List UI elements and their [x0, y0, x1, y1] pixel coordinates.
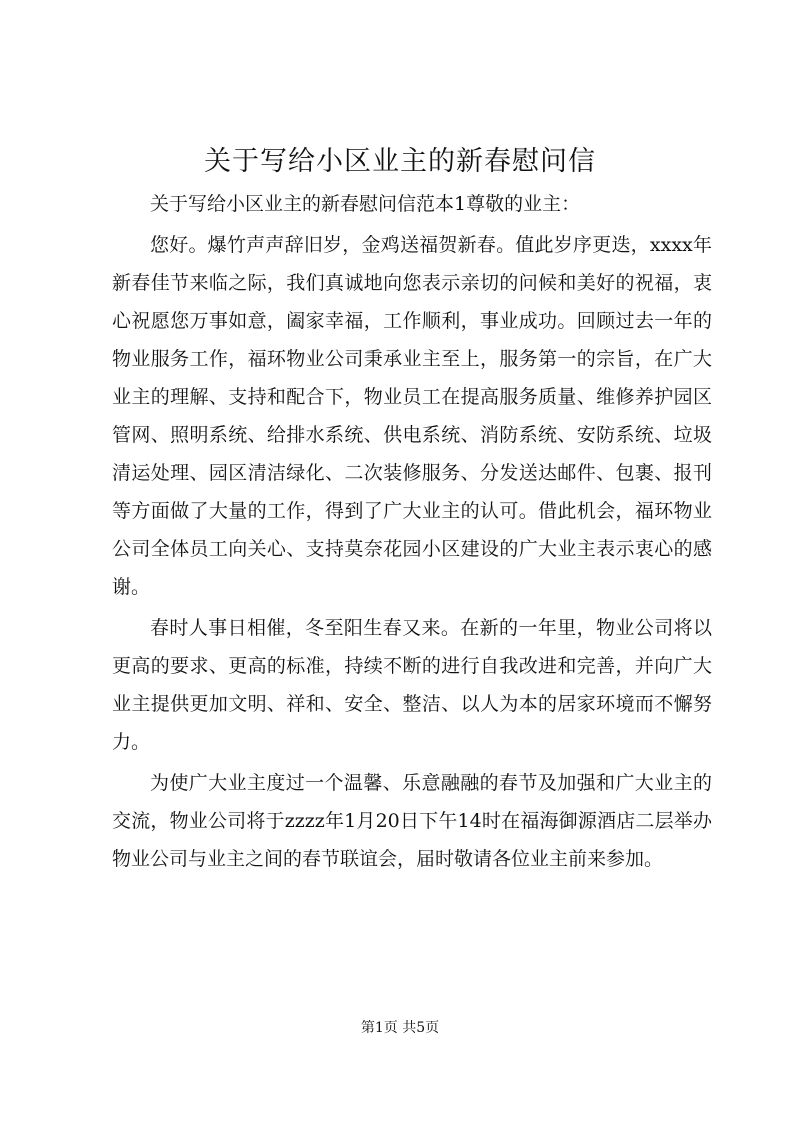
page-number-footer: 第1页 共5页 [360, 1020, 440, 1036]
body-paragraph-new-year: 春时人事日相催，冬至阳生春又来。在新的一年里，物业公司将以更高的要求、更高的标准，持续不断的进行自我改进和完善，并向广大业主提供更加文明、祥和、安全、整洁、以人为本的居家环境而不懈努力。 [112, 617, 712, 753]
body-paragraph-greeting: 您好。爆竹声声辞旧岁，金鸡送福贺新春。值此岁序更迭，xxxx年新春佳节来临之际，我们真诚地向您表示亲切的问候和美好的祝福，衷心祝愿您万事如意，阖家幸福，工作顺利，事业成功。回顾过去一年的物业服务工作，福环物业公司秉承业主至上，服务第一的宗旨，在广大业主的理解、支持和配合下，物业员工在提高服务质量、维修养护园区管网、照明系统、给排水系统、供电系统、消防系统、安防系统、垃圾清运处理、园区清洁绿化、二次装修服务、分发送达邮件、包裹、报刊等方面做了大量的工作，得到了广大业主的认可。借此机会，福环物业公司全体员工向关心、支持莫奈花园小区建设的广大业主表示衷心的感谢。 [112, 234, 712, 598]
document-title: 关于写给小区业主的新春慰问信 [204, 146, 596, 177]
salutation-paragraph: 关于写给小区业主的新春慰问信范本1尊敬的业主： [150, 193, 581, 215]
body-paragraph-invitation: 为使广大业主度过一个温馨、乐意融融的春节及加强和广大业主的交流，物业公司将于zzzz年1月20日下午14时在福海御源酒店二层举办物业公司与业主之间的春节联谊会，届时敬请各位业主前来参加。 [112, 772, 712, 870]
document-body [112, 185, 712, 881]
